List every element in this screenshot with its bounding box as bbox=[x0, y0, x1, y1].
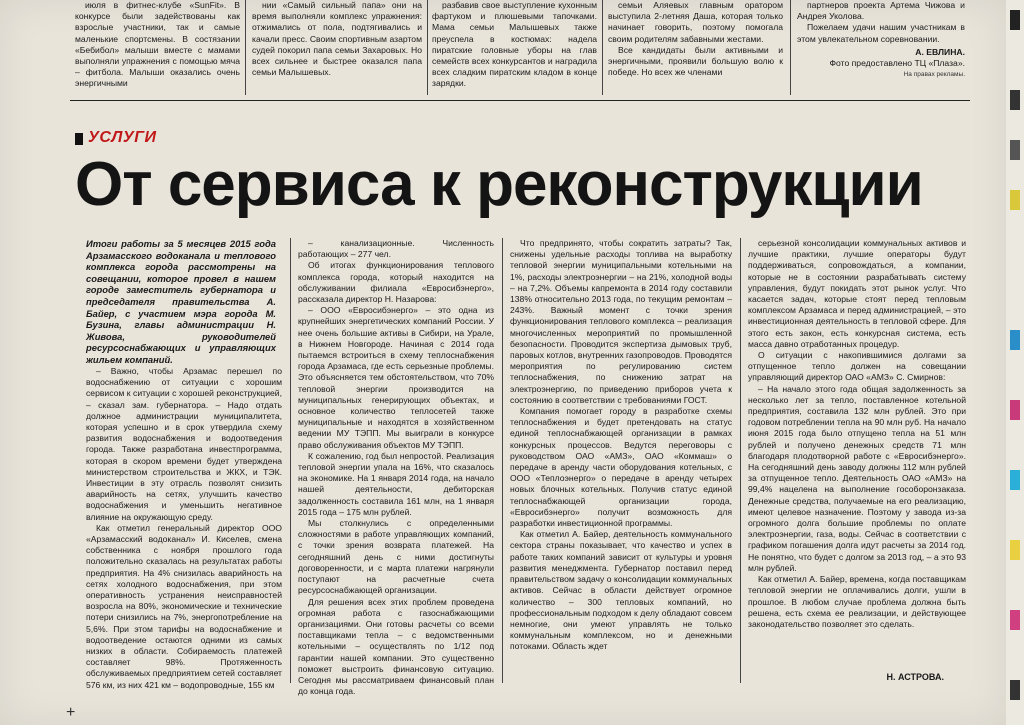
column-divider bbox=[427, 0, 428, 95]
photo-credit: Фото предоставлено ТЦ «Плаза». bbox=[829, 58, 965, 69]
calibration-swatch bbox=[1010, 330, 1020, 350]
paragraph: нии «Самый сильный папа» они на время выполняли комплекс упражнения: отжимались от пола, подтягивались и качали пресс. Своим спортивным азартом судей покорил папа семьи Захаровых. Но всех сильнее и быстрее оказался папа семьи Малышевых. bbox=[252, 0, 422, 78]
article-signature: Н. АСТРОВА. bbox=[886, 672, 944, 682]
paragraph: К сожалению, год был непростой. Реализация тепловой энергии упала на 16%, что сказалось на экономике. На 1 января 2014 года, на начало нашей деятельности, дебиторская задолженность составила 161 млн, на 1 января 2015 года – 175 млн рублей. bbox=[298, 450, 494, 517]
calibration-swatch bbox=[1010, 680, 1020, 700]
article-column-1 bbox=[86, 366, 282, 690]
paragraph: – На начало этого года общая задолженность за несколько лет за тепло, поставленное котельной предприятия, составила 132 млн рублей. Это при годовом потреблении тепла на 90 млн руб. На начало июня 2015 года было отпущено тепла на 51 млн рублей и получено денежных средств 71 млн благодаря плодотворной работе с «Евросибэнерго». На сегодняшний день заводу должны 112 млн рублей за отпущенное тепло. Деятельность ОАО «АМЗ» на 99,4% нацелена на выполнение гособоронзаказа. Денежные средства, получаемые на его реализацию, имеют целевое назначение. Поэтому у завода из-за огромного долга большие проблемы по оплате электроэнергии, газа, воды. Сейчас в соответствии с графиком погашения долга идут расчеты за 2014 год. Не понятно, что будет с долгом за 2013 год, – а это 93 млн рублей. bbox=[748, 383, 966, 573]
rubric-label: УСЛУГИ bbox=[88, 129, 157, 146]
article-column-3 bbox=[510, 238, 732, 684]
paragraph: серьезной консолидации коммунальных активов и лучшие практики, лучшие операторы будут поддерживаться, сопровождаться, а компании, которые не в состоянии разрабатывать систему управления, будут покидать этот рынок услуг. Что касается задач, которые стоят перед тепловым комплексом Арзамаса и перед администрацией, – это инвестиционная деятельность в тепловой сфере. Для этого есть закон, есть конкурсная система, есть масса давно отработанных процедур. bbox=[748, 238, 966, 349]
top-column-1 bbox=[75, 0, 240, 92]
registration-mark: + bbox=[66, 704, 76, 721]
paragraph: Как отметил А. Байер, времена, когда поставщикам тепловой энергии не оплачивались долги, ушли в прошлое. В любом случае проблема должна быть решена, есть схема ее реализации, и действующее законодательство позволяет это сделать. bbox=[748, 574, 966, 629]
rubric-marker bbox=[75, 133, 83, 145]
article-lead: Итоги работы за 5 месяцев 2015 года Арзамасского водоканала и теплового комплекса города рассмотрены на совещании, которое провел в нашем городе заместитель губернатора и председателя правительства А. Байер, с участием мэра города М. Бузина, главы администрации Н. Живова, руководителей ресурсоснабжающих и управляющих жильем компаний. bbox=[86, 238, 276, 365]
paragraph: О ситуации с накопившимися долгами за отпущенное тепло должен на совещании управляющий директор ОАО «АМЗ» С. Смирнов: bbox=[748, 350, 966, 383]
column-divider bbox=[602, 0, 603, 95]
paragraph: Пожелаем удачи нашим участникам в этом увлекательном соревновании. bbox=[797, 22, 965, 44]
paragraph: июля в фитнес-клубе «SunFit». В конкурсе были задействованы как взрослые участники, так и самые маленькие спортсмены. В состязании «Бебибол» малыши вместе с мамами выполняли упражнения с помощью мяча – фитбола. Малыши оказались очень энергичными bbox=[75, 0, 240, 89]
column-divider bbox=[502, 238, 503, 683]
paragraph: Об итогах функционирования теплового комплекса города, который находится на обслуживании филиала «Евросибэнерго», рассказала директор Н. Назарова: bbox=[298, 260, 494, 305]
top-column-2 bbox=[252, 0, 422, 92]
paragraph: – канализационные. Численность работающих – 277 чел. bbox=[298, 238, 494, 260]
column-divider bbox=[740, 238, 741, 683]
paragraph: Компания помогает городу в разработке схемы теплоснабжения и будет претендовать на статус единой теплоснабжающей организации в рамках конкурсных процессов. Ведутся переговоры с руководством ОАО «АМЗ», ОАО «Коммаш» о передаче в аренду части оборудования котельных, с ООО «Теплоэнерго» о передаче в аренду четырех новых блочных котельных. Получив статус единой теплоснабжающей организации города, «Евросибэнерго» получит возможность для разработки инвестиционной программы. bbox=[510, 406, 732, 529]
paragraph: Как отметил А. Байер, деятельность коммунального сектора страны показывает, что качество и успех в работе таких компаний зависит от культуры и уровня развития менеджмента. Губернатор поставил перед правительством задачу о консолидации коммунальных активов. Сейчас в области действует огромное количество – 300 тепловых компаний, но профессиональным подходом к делу обладают совсем немногие, они умеют управлять не только коммунальным комплексом, но и денежными потоками. Область ждет bbox=[510, 529, 732, 652]
paragraph: Как отметил генеральный директор ООО «Арзамасский водоканал» И. Киселев, смена собственника с ноября прошлого года положительно сказалась на результатах работы предприятия. На 4% снизилась аварийность на сетях холодного водоснабжения, при этом оперативность устранения неисправностей возросла на 80%, экономические и технические потери снизились на 7%, энергопотребление на 5,6%. При этом тарифы на водоснабжение и водоотведение остаются одними из самых низких в области. Собираемость платежей составляет 98%. Протяженность обслуживаемых предприятием сетей составляет 576 км, из них 421 км – водопроводные, 155 км bbox=[86, 522, 282, 690]
section-rule bbox=[70, 100, 970, 101]
top-column-5-text bbox=[797, 0, 965, 45]
calibration-swatch bbox=[1010, 10, 1020, 30]
paragraph: Для решения всех этих проблем проведена огромная работа с газоснабжающими организациями. Они готовы расчеты со всеми поставщиками тепла – с ведомственными котельными – осуществлять по 1/12 под гарантии нашей компании. Это существенно поможет выстроить финансовую ситуацию. Сегодня мы рассматриваем финансовый план до конца года. bbox=[298, 596, 494, 697]
calibration-swatch bbox=[1010, 610, 1020, 630]
paragraph: Все кандидаты были активными и энергичными, проявили большую волю к победе. Но всех же членами bbox=[608, 44, 783, 78]
color-calibration-strip bbox=[1006, 0, 1024, 725]
article-column-2 bbox=[298, 238, 494, 697]
top-column-4 bbox=[608, 0, 783, 92]
paragraph: разбавив свое выступление кухонным фартуком и плюшевыми тапочками. Мама семьи Малышевых также преуспела в костюмах: надела пиратские головные уборы на глав семейств всех конкурсантов и наградила всех сладким пиратским кладом в конце зарядки. bbox=[432, 0, 597, 89]
calibration-swatch bbox=[1010, 540, 1020, 560]
article-column-4 bbox=[748, 238, 966, 670]
calibration-swatch bbox=[1010, 140, 1020, 160]
paragraph: – ООО «Евросибэнерго» – это одна из крупнейших энергетических компаний России. У нее очень большие активы в Сибири, на Урале, в Нижнем Новгороде. Начиная с 2014 года пытаемся встроиться в схему теплоснабжения города Арзамаса, где есть серьезные проблемы. Это объясняется тем обстоятельством, что 70% тепловой энергии производится на муниципальных генерирующих объектах, и основное количество теплосетей также муниципальные и находятся в хозяйственном ведении МУ ТЭПП. Мы выиграли в конкурсе право обслуживания объектов МУ ТЭПП. bbox=[298, 305, 494, 450]
column-divider bbox=[245, 0, 246, 95]
calibration-swatch bbox=[1010, 470, 1020, 490]
paragraph: – Важно, чтобы Арзамас перешел по водоснабжению от ситуации с хорошим сервисом к ситуации с хорошей реконструкцией, – сказал зам. губернатора. – Надо отдать должное администрации муниципалитета, которая успешно и в срок утвердила схему развития водоснабжения и водоотведения города. Также разработана инвестпрограмма, которая в скором времени будет утверждена министерством строительства и ЖКХ, и ТЭК. Инвестиции в эту отрасль позволят снизить аварийность на сетях, улучшить качество водоснабжения и уменьшить негативное влияние на окружающую среду. bbox=[86, 366, 282, 522]
top-column-5 bbox=[797, 0, 965, 96]
column-divider bbox=[290, 238, 291, 683]
calibration-swatch bbox=[1010, 400, 1020, 420]
calibration-swatch bbox=[1010, 190, 1020, 210]
paragraph: партнеров проекта Артема Чижова и Андрея Уколова. bbox=[797, 0, 965, 22]
paragraph: Мы столкнулись с определенными сложностями в работе управляющих компаний, с точки зрения возврата платежей. На сегодняшний день с ними достигнуты договоренности, и с марта платежи нагрянули поступают на расчетные счета ресурсоснабжающей организации. bbox=[298, 518, 494, 596]
top-column-3 bbox=[432, 0, 597, 92]
paragraph: семьи Аляевых главным оратором выступила 2-летняя Даша, которая только начинает говорить, поэтому помогала своим родителям забавными жестами. bbox=[608, 0, 783, 44]
article-headline: От сервиса к реконструкции bbox=[75, 150, 923, 219]
paragraph: Что предпринято, чтобы сократить затраты? Так, снижены удельные расходы топлива на выработку тепловой энергии муниципальными котельными на 1%, расходы электроэнергии – на 21%, холодной воды – на 7,2%. Объемы капремонта в 2014 году составили 138% относительно 2013 года, по текущим ремонтам – 243%. Важный момент с точки зрения функционирования теплового комплекса – реализация многочисленных мероприятий по промышленной безопасности. Проводится экспертиза дымовых труб, паровых котлов, внутренних газопроводов. Проводятся мероприятия по регулированию систем теплоснабжения, по снижению затрат на электроэнергию, по приведению приборов учета к состоянию в соответствии с требованиями ГОСТ. bbox=[510, 238, 732, 405]
author-credit: А. ЕВЛИНА. bbox=[915, 46, 965, 57]
ad-notice: На правах рекламы. bbox=[903, 71, 965, 79]
calibration-swatch bbox=[1010, 90, 1020, 110]
column-divider bbox=[790, 0, 791, 95]
